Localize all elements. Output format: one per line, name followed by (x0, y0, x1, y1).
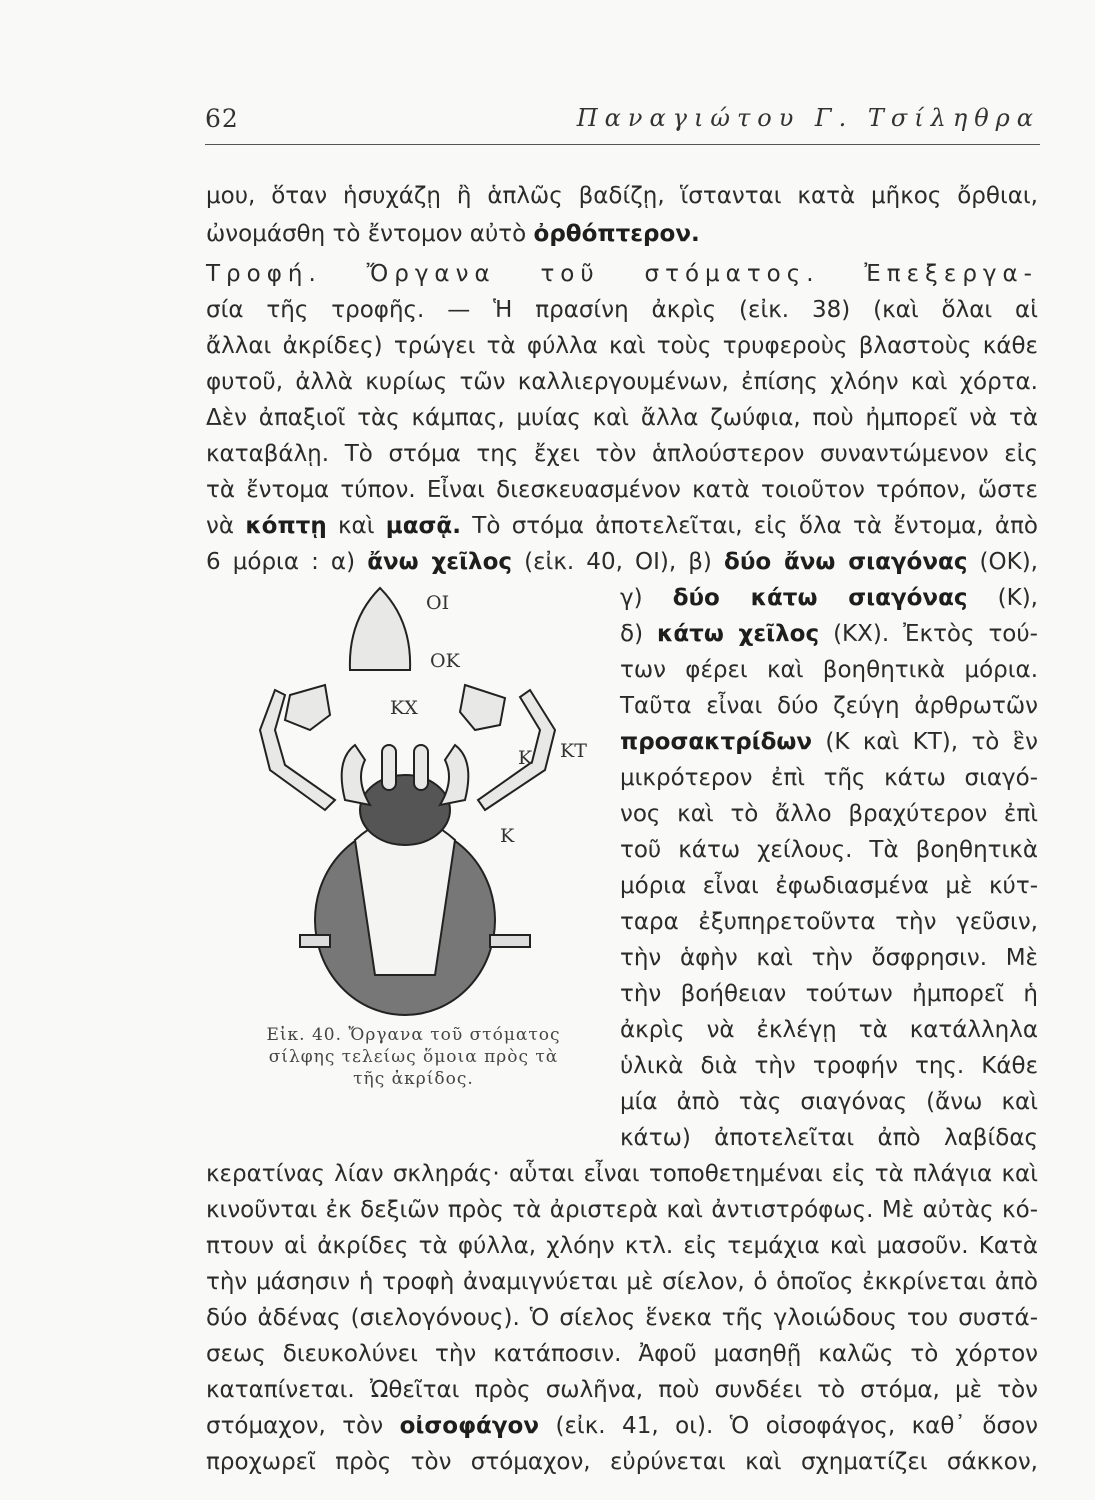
text-line: τὴν μάσησιν ἡ τροφὴ ἀναμιγνύεται μὲ σίελον, ὁ ὁποῖος ἐκκρίνεται ἀπὸ (206, 1269, 1038, 1295)
maxilla-right (440, 745, 468, 805)
figure-caption: Εἰκ. 40. Ὄργανα τοῦ στόματος σίλφης τελείως ὅμοια πρὸς τὰ τῆς ἀκρίδος. (266, 1025, 561, 1089)
term-orthopteron: ὀρθόπτερον. (533, 221, 700, 247)
label-k-lower: Κ (500, 825, 515, 847)
text-line: σεως διευκολύνει τὴν κατάποσιν. Ἀφοῦ μασηθῇ καλῶς τὸ χόρτον (206, 1341, 1038, 1367)
text-line: σία τῆς τροφῆς. — Ἡ πρασίνη ἀκρὶς (εἰκ. 38) (καὶ ὅλαι αἱ (206, 297, 1038, 323)
text-line: δύο ἀδένας (σιελογόνους). Ὁ σίελος ἕνεκα τῆς γλοιώδους του συστά- (206, 1305, 1038, 1331)
text-line: μικρότερον ἐπὶ τῆς κάτω σιαγό- (620, 765, 1038, 791)
text-line: πτουν αἱ ἀκρίδες τὰ φύλλα, χλόην κτλ. εἰς τεμάχια καὶ μασοῦν. Κατὰ (206, 1233, 1038, 1259)
side-peg-right (490, 935, 530, 947)
text-line: μία ἀπὸ τὰς σιαγόνας (ἄνω καὶ (620, 1089, 1038, 1115)
text-line: μου, ὅταν ἡσυχάζῃ ἢ ἁπλῶς βαδίζῃ, ἵστανται κατὰ μῆκος ὄρθιαι, (206, 183, 1038, 209)
text-line: στόμαχον, τὸν οἰσοφάγον (εἰκ. 41, οι). Ὁ οἰσοφάγος, καθ᾽ ὅσον (206, 1413, 1038, 1439)
text-line: τὴν βοήθειαν τούτων ἠμπορεῖ ἡ (620, 981, 1038, 1007)
text-line: μόρια εἶναι ἐφωδιασμένα μὲ κύτ- (620, 873, 1038, 899)
maxilla-left (342, 745, 370, 805)
text-line: δ) κάτω χεῖλος (ΚΧ). Ἐκτὸς τού- (620, 621, 1038, 647)
label-kt: ΚΤ (560, 740, 587, 762)
text-line: φυτοῦ, ἀλλὰ κυρίως τῶν καλλιεργουμένων, ἐπίσης χλόην καὶ χόρτα. (206, 369, 1038, 395)
text-line: των φέρει καὶ βοηθητικὰ μόρια. (620, 657, 1038, 683)
mandible-left (285, 685, 330, 730)
labial-palp-right (414, 745, 428, 790)
term-oisophagon: οἰσοφάγον (399, 1413, 539, 1439)
text-line: ἄλλαι ἀκρίδες) τρώγει τὰ φύλλα καὶ τοὺς τρυφεροὺς βλαστοὺς κάθε (206, 333, 1038, 359)
text-line: ὑλικὰ διὰ τὴν τροφήν της. Κάθε (620, 1053, 1038, 1079)
text-line: καταπίνεται. Ὠθεῖται πρὸς σωλῆνα, ποὺ συνδέει τὸ στόμα, μὲ τὸν (206, 1377, 1038, 1403)
text-line: καταβάλῃ. Τὸ στόμα της ἔχει τὸν ἁπλούστερον συναντώμενον εἰς (206, 441, 1038, 467)
text-line: ὠνομάσθη τὸ ἔντομον αὐτὸ ὀρθόπτερον. (206, 221, 700, 247)
text-line: Ταῦτα εἶναι δύο ζεύγη ἀρθρωτῶν (620, 693, 1038, 719)
label-k-upper: Κ (518, 747, 533, 769)
text-line: νος καὶ τὸ ἄλλο βραχύτερον ἐπὶ (620, 801, 1038, 827)
text-line: τὴν ἁφὴν καὶ τὴν ὄσφρησιν. Μὲ (620, 945, 1038, 971)
text-line: ἀκρὶς νὰ ἐκλέγῃ τὰ κατάλληλα (620, 1017, 1038, 1043)
label-ok: ΟΚ (430, 650, 460, 672)
label-kx: ΚΧ (390, 697, 418, 719)
labrum-shape (350, 588, 410, 670)
text-line: κάτω) ἀποτελεῖται ἀπὸ λαβίδας (620, 1125, 1038, 1151)
side-peg-left (300, 935, 330, 947)
page-header (205, 104, 1040, 145)
running-head: Παναγιώτου Γ. Τσίληθρα (576, 104, 1040, 132)
section-heading: Τροφή. Ὄργανα τοῦ στόματος. Ἐπεξεργα- (206, 261, 1038, 287)
mouthparts-illustration (230, 580, 610, 1020)
labium-shape (360, 775, 450, 845)
text-line: κερατίνας λίαν σκληράς· αὗται εἶναι τοποθετημέναι εἰς τὰ πλάγια καὶ (206, 1161, 1038, 1187)
text-line: Δὲν ἀπαξιοῖ τὰς κάμπας, μυίας καὶ ἄλλα ζωύφια, ποὺ ἠμπορεῖ νὰ τὰ (206, 405, 1038, 431)
text-line: προσακτρίδων (Κ καὶ ΚΤ), τὸ ἓν (620, 729, 1038, 755)
text-line: ταρα ἐξυπηρετοῦντα τὴν γεῦσιν, (620, 909, 1038, 935)
text-line: τὰ ἔντομα τύπον. Εἶναι διεσκευασμένον κατὰ τοιοῦτον τρόπον, ὥστε (206, 477, 1038, 503)
text-line: νὰ κόπτῃ καὶ μασᾷ. Τὸ στόμα ἀποτελεῖται, εἰς ὅλα τὰ ἔντομα, ἀπὸ (206, 513, 1038, 539)
mandible-right (460, 685, 505, 730)
text-line: γ) δύο κάτω σιαγόνας (Κ), (620, 585, 1038, 611)
text-line: τοῦ κάτω χείλους. Τὰ βοηθητικὰ (620, 837, 1038, 863)
figure-mouthparts (230, 580, 610, 1020)
text-line: προχωρεῖ πρὸς τὸν στόμαχον, εὐρύνεται καὶ σχηματίζει σάκκον, (206, 1449, 1038, 1475)
label-oi: ΟΙ (426, 592, 450, 614)
text-line: κινοῦνται ἐκ δεξιῶν πρὸς τὰ ἀριστερὰ καὶ ἀντιστρόφως. Μὲ αὐτὰς κό- (206, 1197, 1038, 1223)
text-line: 6 μόρια : α) ἄνω χεῖλος (εἰκ. 40, ΟΙ), β) δύο ἄνω σιαγόνας (ΟΚ), (206, 549, 1038, 575)
page-number: 62 (205, 104, 239, 133)
labial-palp-left (382, 745, 396, 790)
